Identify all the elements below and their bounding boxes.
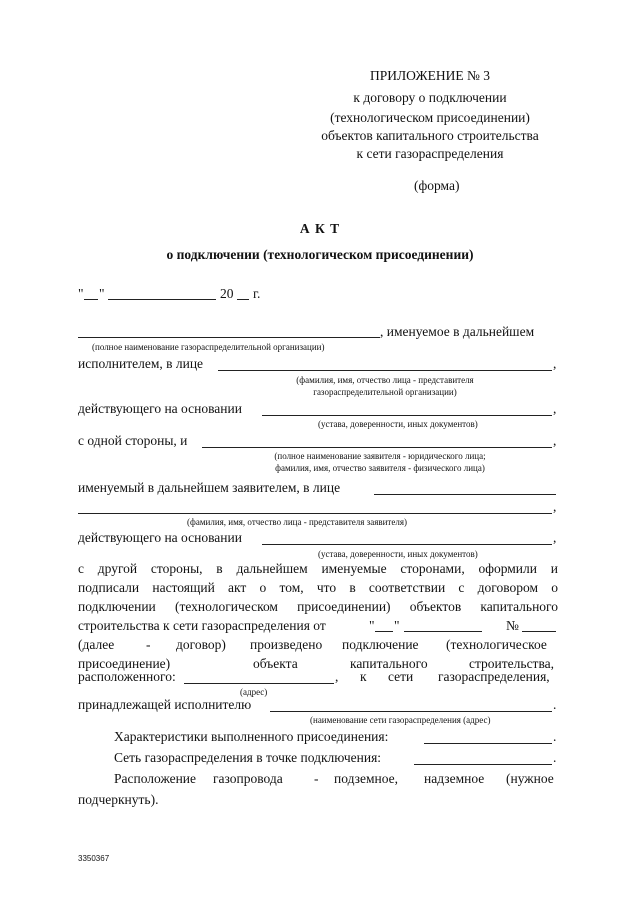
document-title: А К Т	[299, 221, 341, 236]
comma-6: ,	[335, 669, 339, 684]
object-address-field[interactable]	[184, 683, 334, 684]
named-further-text: , именуемое в дальнейшем	[380, 324, 535, 339]
comma-5: ,	[553, 530, 557, 545]
row-dalee-3: договор)	[176, 637, 226, 652]
pipeline-6: (нужное	[506, 771, 554, 786]
contract-from-label: строительства к сети газораспределения от	[78, 618, 326, 633]
hint-address: (адрес)	[240, 687, 268, 697]
one-side-label: с одной стороны, и	[78, 433, 188, 448]
comma-2: ,	[553, 401, 557, 416]
acting-basis-label-1: действующего на основании	[78, 401, 242, 416]
executor-rep-field[interactable]	[218, 370, 552, 371]
applicant-name-field[interactable]	[202, 447, 552, 448]
period-3: .	[553, 750, 557, 765]
row-dalee-4: произведено	[250, 637, 323, 652]
period-1: .	[553, 697, 557, 712]
executor-basis-field[interactable]	[262, 415, 552, 416]
hint-applicant-2: фамилия, имя, отчество заявителя - физического лица)	[275, 463, 485, 473]
acting-basis-label-2: действующего на основании	[78, 530, 242, 545]
appendix-line-objects: объектов капитального строительства	[321, 128, 539, 143]
pipeline-1: Расположение	[114, 771, 197, 786]
paragraph-line-1: с другой стороны, в дальнейшем именуемые сторонами, оформили и	[78, 561, 558, 576]
network-point-field[interactable]	[414, 764, 552, 765]
comma-3: ,	[553, 433, 557, 448]
hint-executor-rep-2: газораспределительной организации)	[313, 387, 457, 397]
number-sign: №	[506, 618, 519, 633]
date-year-prefix: 20	[220, 286, 234, 301]
row-prisoed-3: капитального	[350, 656, 428, 671]
comma-4: ,	[553, 499, 557, 514]
characteristics-label: Характеристики выполненного присоединения:	[114, 729, 389, 744]
contract-day-field[interactable]	[375, 631, 393, 632]
applicant-rep-field-2[interactable]	[78, 513, 552, 514]
appendix-line-contract: к договору о подключении	[353, 90, 507, 105]
applicant-rep-field-1[interactable]	[374, 494, 556, 495]
characteristics-field[interactable]	[424, 743, 552, 744]
row-dalee-6: (технологическое	[446, 637, 547, 652]
date-quote-open: "	[78, 286, 84, 301]
period-2: .	[553, 729, 557, 744]
belonging-label: принадлежащей исполнителю	[78, 697, 252, 712]
paragraph-line-2: подписали настоящий акт о том, что в соответствии с договором о	[78, 580, 558, 595]
date-year-field[interactable]	[237, 299, 249, 300]
footer-code: 3350367	[78, 854, 110, 863]
hint-applicant-1: (полное наименование заявителя - юридического лица;	[274, 451, 486, 461]
document-subtitle: о подключении (технологическом присоединении)	[166, 247, 474, 262]
underline-note: подчеркнуть).	[78, 792, 159, 807]
pipeline-4: подземное,	[334, 771, 398, 786]
hint-docs-1: (устава, доверенности, иных документов)	[318, 419, 478, 429]
to-network-2: сети	[388, 669, 414, 684]
contract-number-field[interactable]	[522, 631, 556, 632]
paragraph-line-3: подключении (технологическом присоединении) объектов капитального	[78, 599, 558, 614]
pipeline-3: -	[314, 771, 319, 786]
applicant-basis-field[interactable]	[262, 544, 552, 545]
hint-docs-2: (устава, доверенности, иных документов)	[318, 549, 478, 559]
hint-network-name: (наименование сети газораспределения (адрес)	[310, 715, 491, 725]
appendix-line-network: к сети газораспределения	[356, 146, 504, 161]
applicant-person-label: именуемый в дальнейшем заявителем, в лице	[78, 480, 341, 495]
date-day-field[interactable]	[84, 299, 98, 300]
org-name-field[interactable]	[78, 337, 380, 338]
hint-executor-rep-1: (фамилия, имя, отчество лица - представителя	[296, 375, 474, 385]
pipeline-5: надземное	[424, 771, 485, 786]
row-prisoed-4: строительства,	[469, 656, 555, 671]
row-dalee-2: -	[146, 637, 151, 652]
network-name-field[interactable]	[270, 711, 552, 712]
form-label: (форма)	[414, 178, 460, 193]
row-prisoed-2: объекта	[253, 656, 298, 671]
pipeline-2: газопровода	[213, 771, 283, 786]
executor-person-label: исполнителем, в лице	[78, 356, 204, 371]
located-label: расположенного:	[78, 669, 176, 684]
hint-org-name: (полное наименование газораспределительной организации)	[92, 342, 325, 352]
contract-quote-open: "	[369, 618, 375, 633]
date-month-field[interactable]	[108, 299, 216, 300]
comma-1: ,	[553, 356, 557, 371]
contract-month-field[interactable]	[404, 631, 482, 632]
date-quote-close: "	[99, 286, 105, 301]
network-point-label: Сеть газораспределения в точке подключения:	[114, 750, 382, 765]
date-year-suffix: г.	[253, 286, 261, 301]
row-dalee-1: (далее	[78, 637, 115, 652]
contract-quote-close: "	[394, 618, 400, 633]
appendix-number: ПРИЛОЖЕНИЕ № 3	[369, 68, 491, 83]
hint-applicant-rep: (фамилия, имя, отчество лица - представителя заявителя)	[187, 517, 407, 527]
row-prisoed-1: присоединение)	[78, 656, 171, 671]
to-network-3: газораспределения,	[438, 669, 550, 684]
appendix-line-tech: (технологическом присоединении)	[330, 110, 530, 125]
row-dalee-5: подключение	[342, 637, 419, 652]
to-network-1: к	[360, 669, 367, 684]
